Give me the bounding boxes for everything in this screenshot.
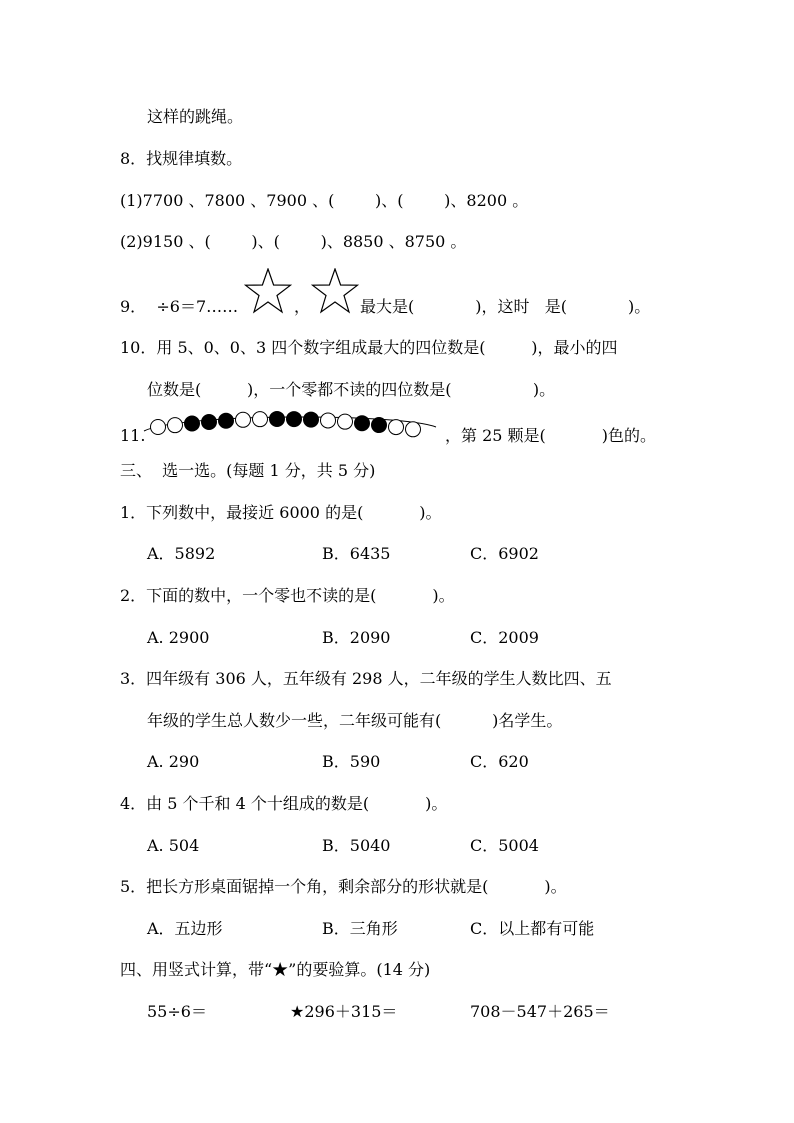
choice-question-5: 5．把长方形桌面锯掉一个角，剩余部分的形状就是( )。: [120, 877, 567, 896]
calc-problem-2: ★296＋315＝: [290, 1002, 398, 1021]
star-icon: [311, 268, 359, 314]
question-9-comma: ，: [294, 297, 311, 316]
option-b: B．5040: [322, 836, 391, 855]
option-b: B．6435: [322, 544, 391, 563]
rope-line-end: 这样的跳绳。: [147, 107, 244, 126]
bead-black: [304, 412, 319, 427]
question-8-part-2: (2)9150 、( )、( )、8850 、8750 。: [120, 232, 467, 251]
choice-question-1: 1．下列数中，最接近 6000 的是( )。: [120, 503, 442, 522]
question-9-end: 最大是( )，这时 是( )。: [360, 297, 651, 316]
option-c: C．6902: [470, 544, 539, 563]
option-c: C．620: [470, 752, 529, 771]
bead-black: [219, 413, 234, 428]
question-11-text: ，第 25 颗是( )色的。: [445, 426, 656, 445]
question-11-number: 11.: [120, 426, 146, 445]
bead-black: [270, 411, 285, 426]
bead-black: [185, 416, 200, 431]
bead-string: [140, 405, 440, 445]
option-a: A. 290: [147, 752, 200, 771]
option-b: B．590: [322, 752, 381, 771]
bead-white: [338, 414, 353, 429]
calc-problem-1: 55÷6＝: [147, 1002, 207, 1021]
choice-question-4: 4．由 5 个千和 4 个十组成的数是( )。: [120, 794, 448, 813]
question-10: 10．用 5、0、0、3 四个数字组成最大的四位数是( )，最小的四: [120, 338, 618, 357]
choice-question-2: 2．下面的数中，一个零也不读的是( )。: [120, 586, 455, 605]
option-c: C．2009: [470, 628, 539, 647]
bead-black: [202, 414, 217, 429]
option-c: C．5004: [470, 836, 539, 855]
question-9-start: 9． ÷6＝7……: [120, 297, 239, 316]
bead-white: [151, 419, 166, 434]
bead-white: [168, 418, 183, 433]
question-8: 8．找规律填数。: [120, 149, 243, 168]
option-a: A. 504: [147, 836, 200, 855]
bead-white: [406, 422, 421, 437]
question-10-line-2: 位数是( )，一个零都不读的四位数是( )。: [147, 380, 556, 399]
calc-problem-3: 708－547＋265＝: [470, 1002, 610, 1021]
bead-white: [321, 413, 336, 428]
option-a: A．5892: [147, 544, 216, 563]
option-b: B．三角形: [322, 919, 398, 938]
choice-question-3-line-2: 年级的学生总人数少一些，二年级可能有( )名学生。: [147, 711, 563, 730]
bead-white: [389, 420, 404, 435]
star-icon: [244, 268, 292, 314]
bead-white: [253, 412, 268, 427]
bead-black: [372, 418, 387, 433]
option-b: B．2090: [322, 628, 391, 647]
option-c: C．以上都有可能: [470, 919, 595, 938]
bead-black: [355, 416, 370, 431]
choice-question-3: 3．四年级有 306 人，五年级有 298 人，二年级的学生人数比四、五: [120, 669, 612, 688]
bead-white: [236, 412, 251, 427]
section-3-heading: 三、 选一选。(每题 1 分，共 5 分): [120, 461, 376, 480]
option-a: A. 2900: [147, 628, 210, 647]
question-8-part-1: (1)7700 、7800 、7900 、( )、( )、8200 。: [120, 191, 529, 210]
bead-black: [287, 412, 302, 427]
option-a: A．五边形: [147, 919, 223, 938]
section-4-heading: 四、用竖式计算，带“★”的要验算。(14 分): [120, 960, 431, 979]
